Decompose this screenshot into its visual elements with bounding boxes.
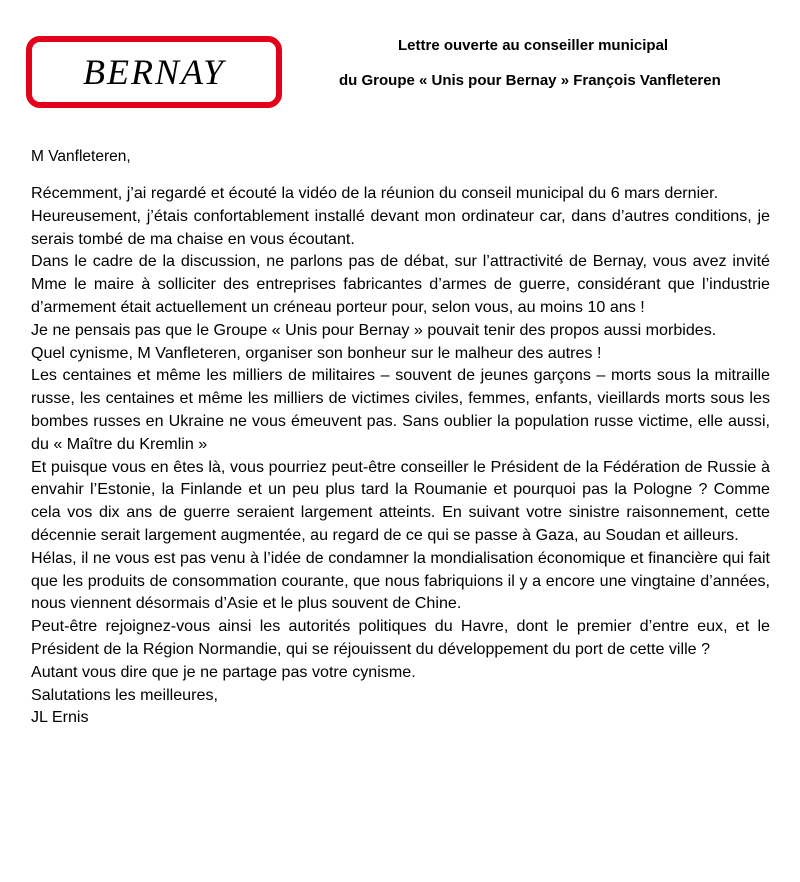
logo-text: BERNAY bbox=[82, 52, 225, 92]
letter-signature: JL Ernis bbox=[31, 708, 89, 727]
letter-paragraph: Dans le cadre de la discussion, ne parlons pas de débat, sur l’attractivité de Bernay, vous avez invité Mme le maire à solliciter des entreprises fabricantes d’armes de guerre, considérant que l’industrie d’armement était actuellement un créneau porteur pour, selon vous, au moins 10 ans ! bbox=[31, 252, 770, 316]
letter-paragraph: Et puisque vous en êtes là, vous pourriez peut-être conseiller le Président de la Fédération de Russie à envahir l’Estonie, la Finlande et un peu plus tard la Roumanie et pourquoi pas la Pologne ? Comme cela vos dix ans de guerre seraient largement atteints. En suivant votre sinistre raisonnement, cette décennie serait largement augmentée, au regard de ce qui se passe à Gaza, au Soudan et ailleurs. bbox=[31, 457, 770, 544]
letter-paragraph: Les centaines et même les milliers de militaires – souvent de jeunes garçons – morts sous la mitraille russe, les centaines et même les milliers de victimes civiles, femmes, enfants, vieillards morts sous les bombes russes en Ukraine ne vous émeuvent pas. Sans oublier la population russe victime, elle aussi, du « Maître du Kremlin » bbox=[31, 366, 770, 453]
letter-paragraph: Récemment, j’ai regardé et écouté la vidéo de la réunion du conseil municipal du 6 mars dernier. bbox=[31, 184, 719, 202]
letter-paragraph: Quel cynisme, M Vanfleteren, organiser son bonheur sur le malheur des autres ! bbox=[31, 343, 602, 362]
letter-paragraph: Je ne pensais pas que le Groupe « Unis pour Bernay » pouvait tenir des propos aussi morbides. bbox=[31, 320, 717, 339]
bernay-logo bbox=[26, 36, 282, 108]
letter-heading-line-1: Lettre ouverte au conseiller municipal bbox=[398, 37, 669, 54]
letter-greeting: M Vanfleteren, bbox=[31, 148, 131, 165]
letter-closing: Salutations les meilleures, bbox=[31, 685, 218, 704]
letter-paragraph: Autant vous dire que je ne partage pas votre cynisme. bbox=[31, 662, 416, 681]
letter-paragraph: Hélas, il ne vous est pas venu à l’idée de condamner la mondialisation économique et financière qui fait que les produits de consommation courante, que nous fabriquions il y a encore une vingtaine d’années, nous viennent désormais d’Asie et le plus souvent de Chine. bbox=[31, 548, 770, 613]
letter-heading-line-2: du Groupe « Unis pour Bernay » François Vanfleteren bbox=[339, 72, 721, 89]
letter-body bbox=[31, 182, 770, 729]
letter-paragraph: Peut-être rejoignez-vous ainsi les autorités politiques du Havre, dont le premier d’entre eux, et le Président de la Région Normandie, qui se réjouissent du développement du port de cette ville ? bbox=[31, 617, 770, 658]
letter-paragraph: Heureusement, j’étais confortablement installé devant mon ordinateur car, dans d’autres conditions, je serais tombé de ma chaise en vous écoutant. bbox=[31, 206, 770, 248]
